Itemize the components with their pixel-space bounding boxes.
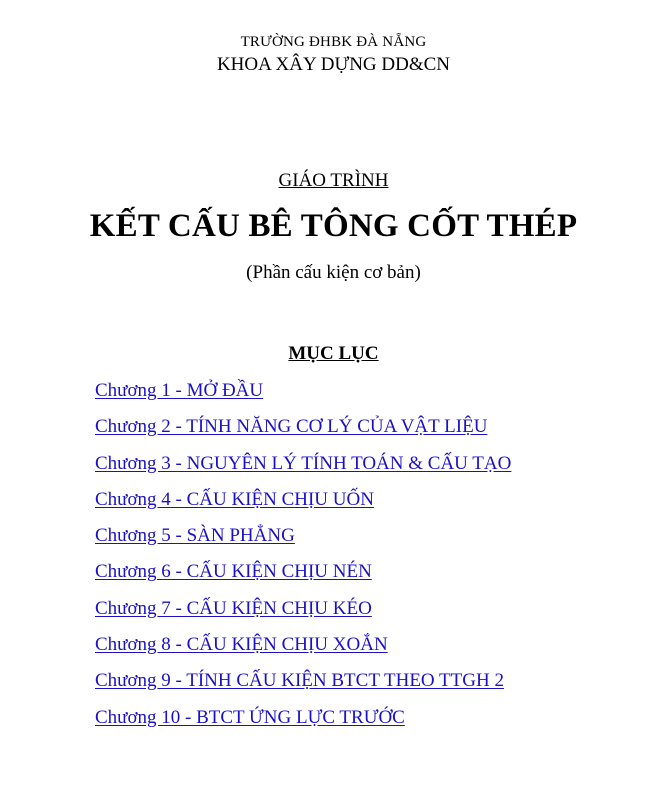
toc-link-chapter-2[interactable]: Chương 2 - TÍNH NĂNG CƠ LÝ CỦA VẬT LIỆU — [95, 416, 488, 438]
toc-link-chapter-7[interactable]: Chương 7 - CẤU KIỆN CHỊU KÉO — [95, 597, 372, 619]
toc-link-chapter-4[interactable]: Chương 4 - CẤU KIỆN CHỊU UỐN — [95, 488, 374, 510]
page-subtitle: (Phần cấu kiện cơ bản) — [246, 262, 421, 283]
toc-heading: MỤC LỤC — [288, 343, 379, 364]
toc-item — [95, 414, 511, 450]
toc-item — [95, 668, 511, 704]
toc-list — [95, 378, 511, 741]
toc-item — [95, 632, 511, 668]
toc-item — [95, 596, 511, 632]
faculty-name: KHOA XÂY DỰNG DD&CN — [216, 54, 451, 75]
toc-link-chapter-1[interactable]: Chương 1 - MỞ ĐẦU — [95, 380, 264, 401]
toc-item — [95, 487, 511, 523]
toc-link-chapter-6[interactable]: Chương 6 - CẤU KIỆN CHỊU NÉN — [95, 561, 372, 583]
toc-item — [95, 705, 511, 741]
toc-item — [95, 378, 511, 414]
toc-link-chapter-9[interactable]: Chương 9 - TÍNH CẤU KIỆN BTCT THEO TTGH 2 — [95, 670, 504, 692]
toc-link-chapter-10[interactable]: Chương 10 - BTCT ỨNG LỰC TRƯỚC — [95, 706, 405, 728]
toc-link-chapter-5[interactable]: Chương 5 - SÀN PHẲNG — [95, 525, 295, 547]
school-name: TRƯỜNG ĐHBK ĐÀ NẴNG — [240, 34, 427, 50]
toc-link-chapter-3[interactable]: Chương 3 - NGUYÊN LÝ TÍNH TOÁN & CẤU TẠO — [95, 452, 512, 474]
page-title: KẾT CẤU BÊ TÔNG CỐT THÉP — [89, 208, 578, 244]
document-type: GIÁO TRÌNH — [278, 170, 389, 191]
toc-item — [95, 523, 511, 559]
toc-item — [95, 559, 511, 595]
toc-item — [95, 451, 511, 487]
toc-link-chapter-8[interactable]: Chương 8 - CẤU KIỆN CHỊU XOẮN — [95, 634, 388, 656]
